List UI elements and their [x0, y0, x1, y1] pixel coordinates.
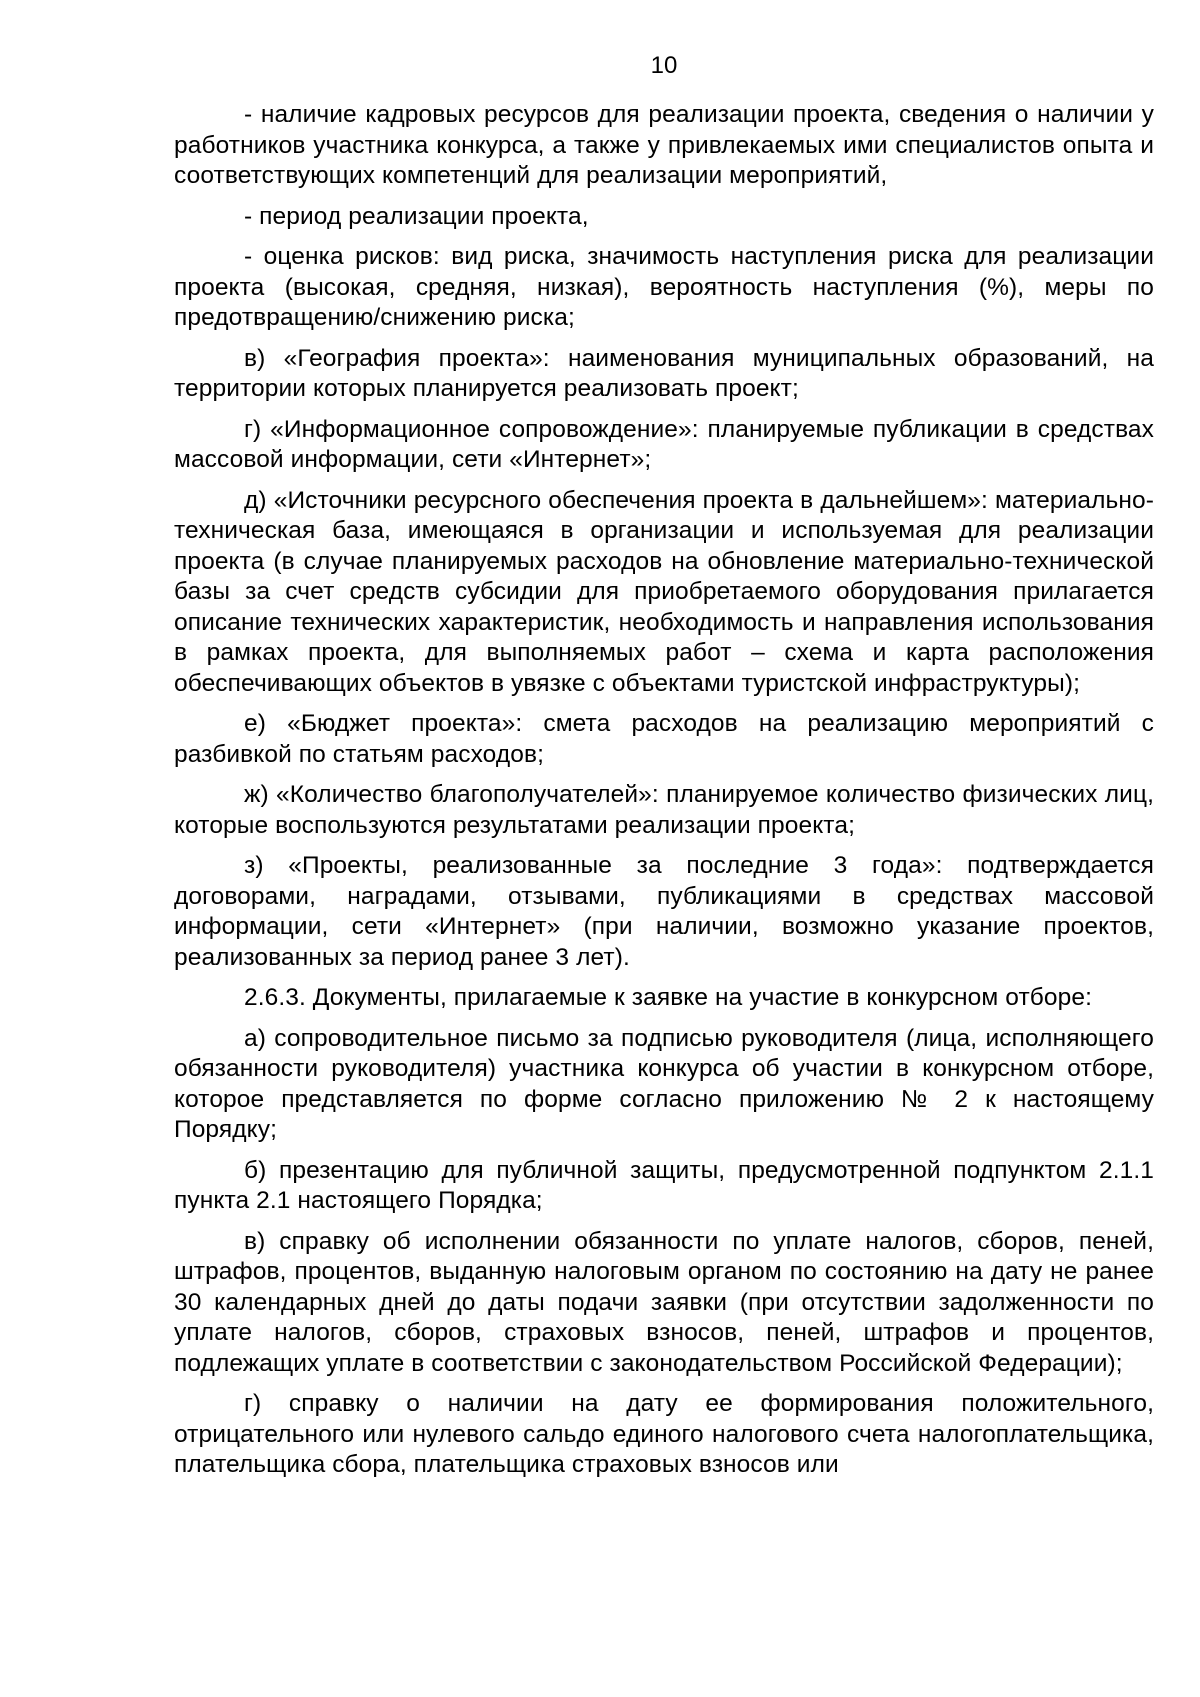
- paragraph-project-budget: е) «Бюджет проекта»: смета расходов на реализацию мероприятий с разбивкой по статьям расходов;: [174, 710, 1154, 768]
- paragraph-implementation-period: - период реализации проекта,: [244, 202, 589, 230]
- paragraph-beneficiaries: ж) «Количество благополучателей»: планируемое количество физических лиц, которые воспользуются результатами реализации проекта;: [174, 781, 1154, 839]
- paragraph-tax-certificate: в) справку об исполнении обязанности по уплате налогов, сборов, пеней, штрафов, процентов, выданную налоговым органом по состоянию на дату не ранее 30 календарных дней до даты подачи заявки (при отсутствии задолженности по уплате налогов, сборов, страховых взносов, пеней, штрафов и процентов, подлежащих уплате в соответствии с законодательством Российской Федерации);: [174, 1227, 1154, 1377]
- paragraph-cover-letter: а) сопроводительное письмо за подписью руководителя (лица, исполняющего обязанности руководителя) участника конкурса об участии в конкурсном отборе, которое представляется по форме согласно приложению № 2 к настоящему Порядку;: [174, 1024, 1154, 1143]
- paragraph-balance-certificate: г) справку о наличии на дату ее формирования положительного, отрицательного или нулевого сальдо единого налогового счета налогоплательщика, плательщика сбора, плательщика страховых взносов или: [174, 1390, 1154, 1478]
- paragraph-risk-assessment: - оценка рисков: вид риска, значимость наступления риска для реализации проекта (высокая, средняя, низкая), вероятность наступления (%), меры по предотвращению/снижению риска;: [174, 243, 1154, 331]
- paragraph-attached-documents: 2.6.3. Документы, прилагаемые к заявке на участие в конкурсном отборе:: [244, 984, 1092, 1011]
- paragraph-staff-resources: - наличие кадровых ресурсов для реализации проекта, сведения о наличии у работников участника конкурса, а также у привлекаемых ими специалистов опыта и соответствующих компетенций для реализации мероприятий,: [174, 101, 1154, 189]
- paragraph-presentation: б) презентацию для публичной защиты, предусмотренной подпунктом 2.1.1 пункта 2.1 настоящего Порядка;: [174, 1156, 1154, 1214]
- document-page: [174, 52, 1154, 1672]
- page-number: 10: [650, 52, 678, 79]
- paragraph-information-support: г) «Информационное сопровождение»: планируемые публикации в средствах массовой информации, сети «Интернет»;: [174, 415, 1154, 473]
- paragraph-resource-sources: д) «Источники ресурсного обеспечения проекта в дальнейшем»: материально-техническая база, имеющаяся в организации и используемая для реализации проекта (в случае планируемых расходов на обновление материально-технической базы за счет средств субсидии для приобретаемого оборудования прилагается описание технических характеристик, необходимость и направления использования в рамках проекта, для выполняемых работ – схема и карта расположения обеспечивающих объектов в увязке с объектами туристской инфраструктуры);: [174, 486, 1154, 697]
- paragraph-project-geography: в) «География проекта»: наименования муниципальных образований, на территории которых планируется реализовать проект;: [174, 344, 1154, 402]
- paragraph-past-projects: з) «Проекты, реализованные за последние 3 года»: подтверждается договорами, наградами, отзывами, публикациями в средствах массовой информации, сети «Интернет» (при наличии, возможно указание проектов, реализованных за период ранее 3 лет).: [174, 852, 1154, 971]
